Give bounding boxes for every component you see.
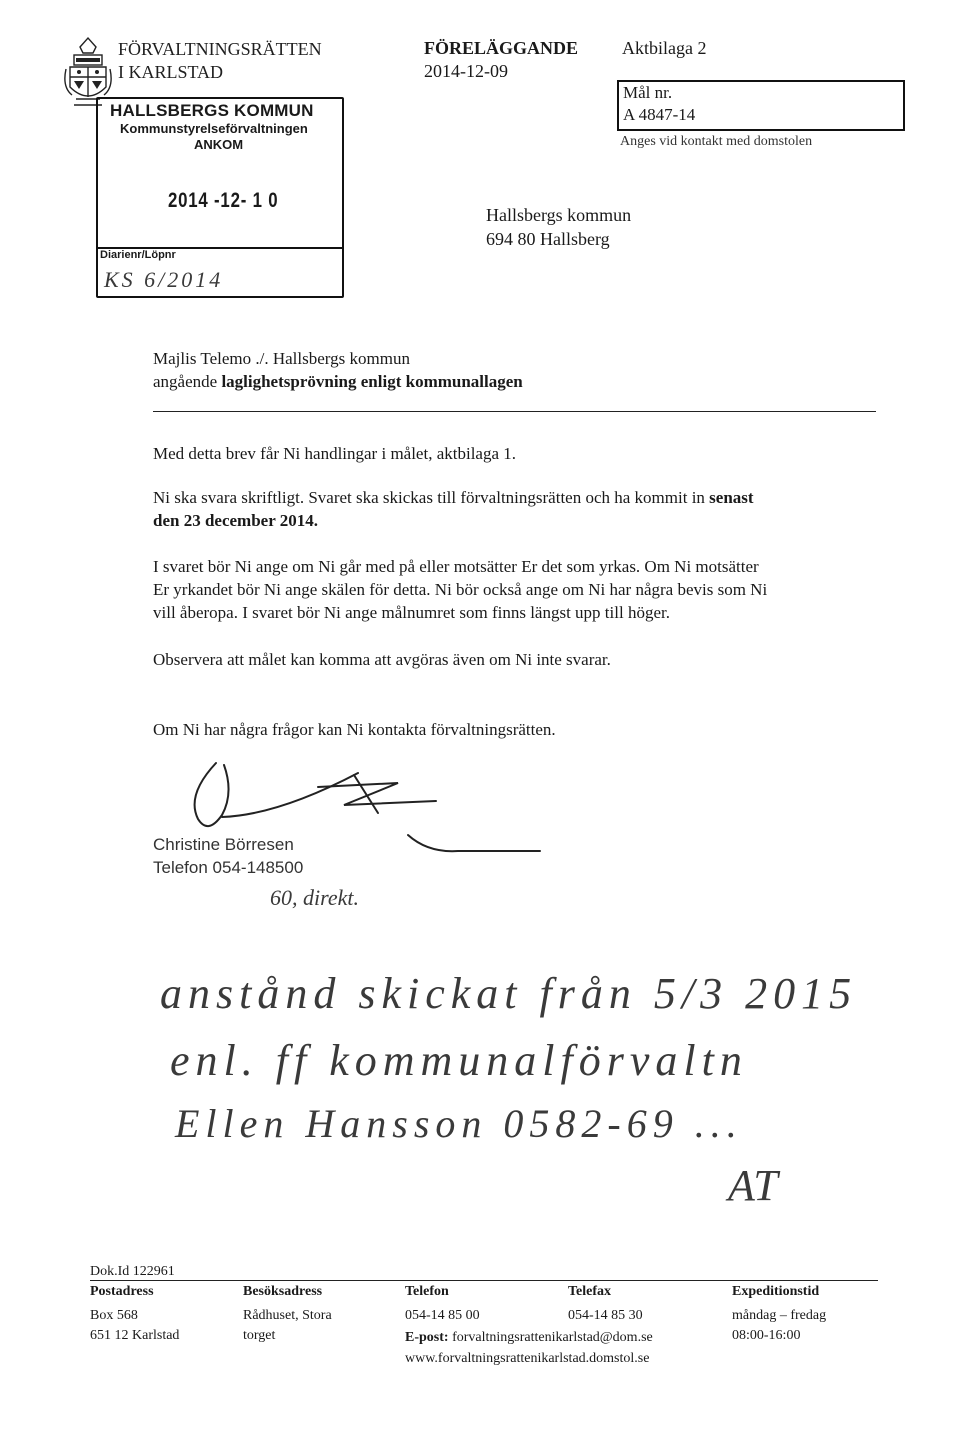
website-link[interactable]: www.forvaltningsrattenikarlstad.domstol.se [405,1351,650,1366]
case-note: Anges vid kontakt med domstolen [620,134,813,149]
subject-line2 [153,371,523,392]
paragraph-3-line2: Er yrkandet bör Ni ange skälen för detta. Ni bör också ange om Ni har några bevis som Ni [153,580,768,599]
stamp-field-label: Diarienr/Löpnr [100,249,176,261]
phone-heading: Telefon [405,1284,449,1299]
document-date: 2014-12-09 [424,61,508,81]
paragraph-2-text: Ni ska svara skriftligt. Svaret ska skickas till förvaltningsrätten och ha kommit in [153,488,705,507]
visit-heading: Besöksadress [243,1284,323,1299]
case-label: Mål nr. [623,83,673,102]
subject-divider [153,411,876,412]
paragraph-2-bold: senast [709,488,754,507]
footer-divider [90,1280,878,1281]
fax-heading: Telefax [568,1284,612,1299]
email-line[interactable] [405,1329,653,1347]
hours-heading: Expeditionstid [732,1284,820,1299]
court-name-line2: I KARLSTAD [118,62,224,82]
stamp-dept: Kommunstyrelseförvaltningen [120,121,308,136]
fax-value: 054-14 85 30 [568,1308,643,1323]
stamp-date: 2014 -12- 1 0 [168,189,279,212]
court-name-line1: FÖRVALTNINGSRÄTTEN [118,39,322,59]
handwritten-line-1: anstånd skickat från 5/3 2015 [160,969,858,1018]
case-number: A 4847-14 [623,105,696,124]
phone-value: 054-14 85 00 [405,1308,480,1323]
doc-id: Dok.Id 122961 [90,1264,175,1279]
paragraph-1: Med detta brev får Ni handlingar i målet, aktbilaga 1. [153,444,517,463]
postal-line1: Box 568 [90,1308,138,1323]
hours-days: måndag – fredag [732,1308,827,1323]
visit-line2: torget [243,1328,276,1343]
attachment-label: Aktbilaga 2 [622,38,707,58]
paragraph-4: Observera att målet kan komma att avgöras även om Ni inte svarar. [153,650,611,669]
stamp-handwritten-number: KS 6/2014 [104,267,224,292]
signer-phone: Telefon 054-148500 [153,858,304,877]
case-number-box [617,80,905,131]
paragraph-2-line2: den 23 december 2014. [153,511,318,530]
recipient-line1: Hallsbergs kommun [486,205,632,225]
received-stamp [96,97,344,298]
paragraph-3-line3: vill åberopa. I svaret bör Ni ange målnumret som finns längst upp till höger. [153,603,670,622]
handwritten-initials: AT [728,1161,778,1210]
paragraph-5: Om Ni har några frågor kan Ni kontakta förvaltningsrätten. [153,720,556,739]
paragraph-3-line1: I svaret bör Ni ange om Ni går med på eller motsätter Er det som yrkas. Om Ni motsätter [153,557,759,576]
paragraph-2-line1 [153,487,754,508]
stamp-status: ANKOM [194,137,244,152]
handwritten-line-2: enl. ff kommunalförvaltn [170,1036,748,1085]
subject-bold: laglighetsprövning enligt kommunallagen [221,372,523,391]
signer-name: Christine Börresen [153,835,294,854]
handwritten-note-1: 60, direkt. [270,885,359,910]
visit-line1: Rådhuset, Stora [243,1308,332,1323]
recipient-line2: 694 80 Hallsberg [486,229,610,249]
subject-prefix: angående [153,372,218,391]
handwritten-line-3: Ellen Hansson 0582-69 ... [175,1101,743,1146]
document-type: FÖRELÄGGANDE [424,38,579,58]
postal-line2: 651 12 Karlstad [90,1328,180,1343]
email-label: E-post: [405,1330,449,1345]
subject-line1: Majlis Telemo ./. Hallsbergs kommun [153,349,410,368]
postal-heading: Postadress [90,1284,154,1299]
stamp-org: HALLSBERGS KOMMUN [110,101,314,120]
hours-time: 08:00-16:00 [732,1328,801,1343]
email-address[interactable]: forvaltningsrattenikarlstad@dom.se [452,1330,653,1345]
